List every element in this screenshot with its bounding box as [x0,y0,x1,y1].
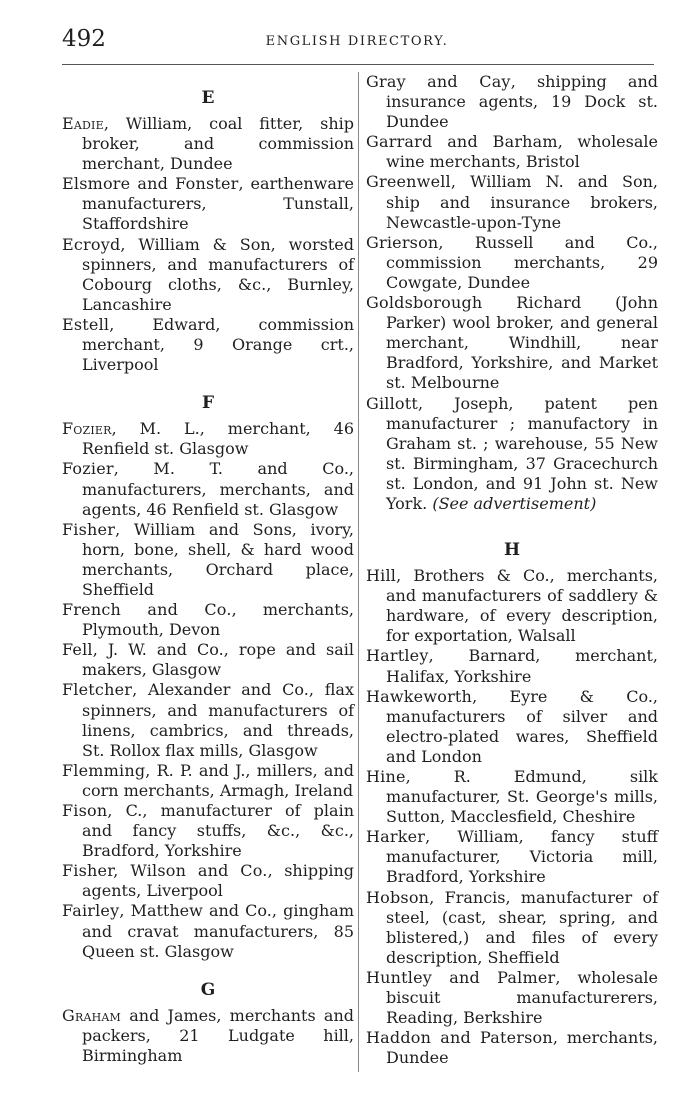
entry [366,767,658,827]
entry-name: Ecroyd [62,234,121,254]
entry-text: , merchants, Dundee [386,1028,658,1068]
entry-name: Harker [366,827,426,847]
entry-name: Fison [62,801,108,820]
entry-text: , R. P. and J., millers, and corn merchants, Armagh, Ireland [82,760,354,800]
page-number: 492 [62,26,106,52]
entry-name: Hobson [366,887,430,907]
entry-text: , Joseph, patent pen manufacturer ; manufactory in Graham st. ; warehouse, 55 New st. Birmingham, 37 Gracechurch st. London, and 91 John st. New York. [386,393,658,513]
entry-text: and James, merchants and packers, 21 Ludgate hill, Birmingham [82,1005,354,1065]
entry [62,114,354,174]
entry [62,801,354,861]
entry [62,761,354,801]
entry [62,315,354,375]
entry-name: Hill [366,566,397,586]
entry-name: Hine [366,767,406,786]
entry-name: Flemming [62,760,146,780]
entry-text: , Brothers & Co., merchants, and manufacturers of saddlery & hardware, of every description, for exportation, Walsall [386,566,658,646]
entry-name: Graham [62,1005,122,1025]
column-divider [358,72,359,1072]
entry [62,520,354,600]
entry [366,968,658,1028]
entry-name: Elsmore and Fonster [62,174,239,194]
entry-text: , J. W. and Co., rope and sail makers, Glasgow [82,640,354,680]
advertisement-note: (See advertisement) [432,493,597,513]
entry-text: , shipping and insurance agents, 19 Dock st. Dundee [386,72,658,132]
page-header [62,26,652,54]
entry-text: , earthenware manufacturers, Tunstall, Staffordshire [82,174,354,234]
entry-name: Goldsborough Richard [366,293,582,313]
entry [366,687,658,767]
entry-text: (John Parker) wool broker, and general merchant, Windhill, near Bradford, Yorkshire, and Market st. Melbourne [386,293,659,393]
entry-name: Fozier [62,419,112,439]
entry-text: , merchants, Plymouth, Devon [82,600,355,640]
running-head: ENGLISH DIRECTORY. [265,34,449,49]
section-letter-g: G [200,979,216,1000]
entry [366,1028,658,1068]
entry [62,459,354,519]
entry [62,235,354,315]
entry-name: Fozier [62,459,114,479]
entry-name: Fisher, Wilson and Co. [62,861,268,881]
entry-name: Garrard and Barham [366,132,558,152]
entry [62,174,354,234]
entry-text: , Matthew and Co., gingham and cravat manufacturers, 85 Queen st. Glasgow [82,901,354,961]
entry-text: , wholesale wine merchants, Bristol [386,132,658,172]
left-column [62,72,354,1066]
entry [366,566,658,646]
entry-text: , William N. and Son, ship and insurance brokers, Newcastle-upon-Tyne [386,172,658,232]
entry [366,646,658,686]
entry [366,132,658,172]
entry [62,600,354,640]
entry [366,233,658,293]
entry-text: , William & Son, worsted spinners, and manufacturers of Cobourg cloths, &c., Burnley, Lancashire [82,234,354,314]
entry [62,419,354,459]
section-letter-f: F [201,393,215,414]
entry-text: , M. L., merchant, 46 Renfield st. Glasgow [82,419,354,459]
entry-name: Huntley and Palmer [366,967,556,987]
entry-name: Haddon and Paterson [366,1028,553,1048]
right-column [366,72,658,1068]
entry-text: , Francis, manufacturer of steel, (cast, shear, spring, and blistered,) and files of every description, Sheffield [386,887,658,967]
entry-name: Hartley [366,646,429,666]
entry-text: , William, fancy stuff manufacturer, Victoria mill, Bradford, Yorkshire [386,827,658,887]
section-letter-e: E [201,88,215,108]
entry-text: , R. Edmund, silk manufacturer, St. George's mills, Sutton, Macclesfield, Cheshire [386,767,658,827]
entry-name: Eadie [62,114,104,133]
entry-name: Fairley [62,901,120,921]
entry-text: , William and Sons, ivory, horn, bone, shell, & hard wood merchants, Orchard place, Sheffield [82,519,354,599]
entry-text: , shipping agents, Liverpool [82,861,355,901]
entry-text: , M. T. and Co., manufacturers, merchants, and agents, 46 Renfield st. Glasgow [82,459,354,519]
entry-name: Fell [62,640,93,660]
entry [62,1006,354,1066]
entry [62,680,354,760]
entry [366,888,658,968]
entry-name: Greenwell [366,172,451,192]
entry [366,172,658,232]
header-rule [62,64,654,65]
entry-text: , Edward, commission merchant, 9 Orange crt., Liverpool [82,314,354,375]
entry [62,861,354,901]
entry-text: , Eyre & Co., manufacturers of silver and electro-plated wares, Sheffield and London [386,686,658,766]
entry-text: , wholesale biscuit manufacturerers, Reading, Berkshire [386,967,659,1028]
entry-text: , Alexander and Co., flax spinners, and manufacturers of linens, cambrics, and threads, St. Rollox flax mills, Glasgow [82,680,354,760]
entry-name: Fisher [62,519,116,539]
entry-name: Hawkeworth [366,686,473,706]
entry-name: Grierson [366,232,439,252]
entry [62,640,354,680]
entry-name: French and Co. [62,600,232,620]
entry [62,901,354,961]
entry [366,293,658,393]
entry [366,394,658,515]
entry-name: Estell [62,314,110,334]
entry-name: Fletcher [62,680,133,700]
entry [366,72,658,132]
entry [366,827,658,887]
entry-name: Gray and Cay [366,72,511,91]
entry-text: , C., manufacturer of plain and fancy stuffs, &c., &c., Bradford, Yorkshire [82,801,354,861]
entry-text: , Russell and Co., commission merchants, 29 Cowgate, Dundee [386,232,658,292]
entry-text: , William, coal fitter, ship broker, and commission merchant, Dundee [82,114,354,174]
entry-text: , Barnard, merchant, Halifax, Yorkshire [386,646,658,686]
entry-name: Gillott [366,393,419,413]
section-letter-h: H [503,540,521,561]
